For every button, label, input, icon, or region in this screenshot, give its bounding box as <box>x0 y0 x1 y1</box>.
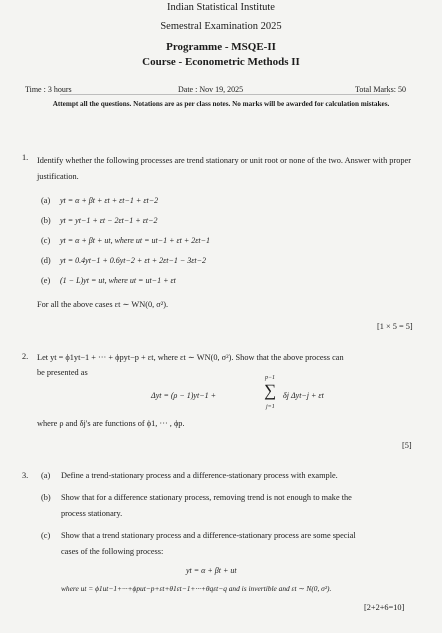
q1-footer: For all the above cases εt ∼ WN(0, σ²). <box>37 300 169 309</box>
q2-sum-upper: p−1 <box>265 375 276 381</box>
q3-a-text: Define a trend-stationary process and a difference-stationary process with example. <box>61 471 338 480</box>
q1-item-label: (b) <box>41 216 51 225</box>
q1-item-label: (e) <box>41 276 51 285</box>
total-marks: Total Marks: 50 <box>355 85 406 94</box>
q3-c-line2: cases of the following process: <box>61 547 164 556</box>
programme-title: Programme - MSQE-II <box>166 41 276 53</box>
q1-item-expr: yt = yt−1 + εt − 2εt−1 + εt−2 <box>60 216 158 225</box>
date-info: Date : Nov 19, 2025 <box>178 85 244 94</box>
q1-item-expr: yt = α + βt + ut, where ut = ut−1 + εt + 2εt−1 <box>60 236 211 245</box>
q3-a-label: (a) <box>41 471 51 480</box>
institute-name: Indian Statistical Institute <box>167 2 275 13</box>
q2-equation-lhs: Δyt = (ρ − 1)yt−1 + <box>151 391 217 400</box>
q2-sum-lower: j=1 <box>266 404 275 410</box>
q1-marks: [1 × 5 = 5] <box>377 322 413 331</box>
instructions: Attempt all the questions. Notations are as per class notes. No marks will be awarded for calculation mistakes. <box>52 100 390 108</box>
q2-marks: [5] <box>402 441 412 450</box>
q3-c-equation: yt = α + βt + ut <box>186 566 237 575</box>
q3-c-line1: Show that a trend stationary process and a difference-stationary process are some special <box>61 531 356 540</box>
q1-item-label: (d) <box>41 256 51 265</box>
q1-item-label: (c) <box>41 236 51 245</box>
exam-title: Semestral Examination 2025 <box>160 21 282 32</box>
time-info: Time : 3 hours <box>25 85 72 94</box>
q1-number: 1. <box>22 153 29 162</box>
q2-line1: Let yt = ϕ1yt−1 + ··· + ϕpyt−p + εt, where εt ∼ WN(0, σ²). Show that the above process can <box>37 353 344 362</box>
q2-footer: where ρ and δj's are functions of ϕ1, ··· , ϕp. <box>37 419 185 428</box>
q2-number: 2. <box>22 352 29 361</box>
q3-c-label: (c) <box>41 531 51 540</box>
header-divider <box>60 94 390 95</box>
q1-text: Identify whether the following processes are trend stationary or unit root or none of the two. Answer with proper justification. <box>37 156 411 181</box>
q1-item-label: (a) <box>41 196 51 205</box>
q2-equation-rhs: δj Δyt−j + εt <box>283 391 324 400</box>
q3-b-line1: Show that for a difference stationary process, removing trend is not enough to make the <box>61 493 352 502</box>
q1-item-expr: yt = 0.4yt−1 + 0.6yt−2 + εt + 2εt−1 − 3εt−2 <box>60 256 207 265</box>
q2-sum-symbol: ∑ <box>264 381 277 400</box>
q3-c-where: where ut = ϕ1ut−1+···+ϕput−p+εt+θ1εt−1+···+θqεt−q and is invertible and εt ∼ N(0, σ²). <box>61 584 332 593</box>
q3-b-line2: process stationary. <box>61 509 123 518</box>
q3-marks: [2+2+6=10] <box>364 603 405 612</box>
q1-item-expr: (1 − L)yt = ut, where ut = ut−1 + εt <box>60 276 176 285</box>
q3-number: 3. <box>22 471 29 480</box>
q2-line2: be presented as <box>37 368 88 377</box>
q1-item-expr: yt = α + βt + εt + εt−1 + εt−2 <box>60 196 159 205</box>
course-title: Course - Econometric Methods II <box>142 56 300 68</box>
q3-b-label: (b) <box>41 493 51 502</box>
